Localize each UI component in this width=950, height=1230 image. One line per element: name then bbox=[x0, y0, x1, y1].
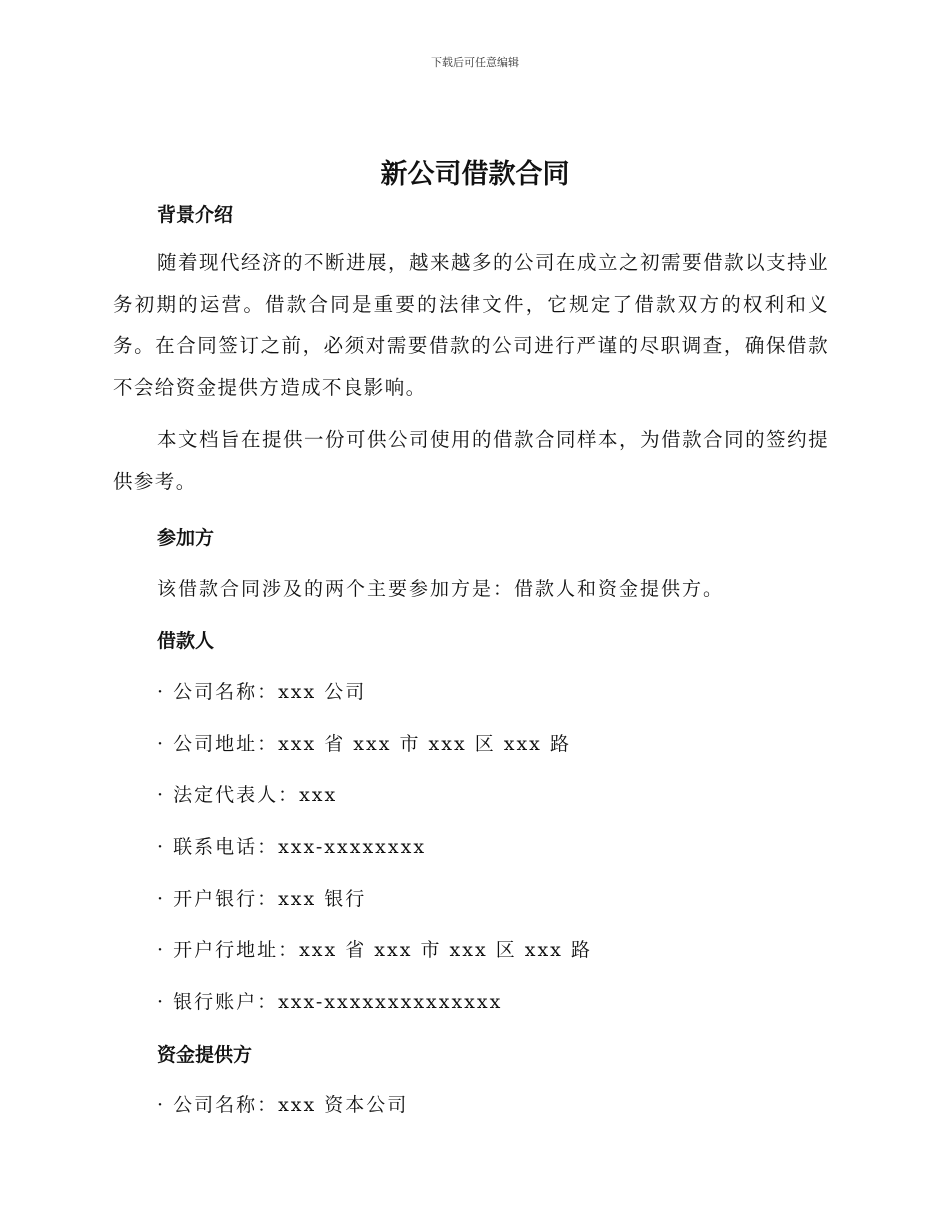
parties-text: 该借款合同涉及的两个主要参加方是：借款人和资金提供方。 bbox=[157, 578, 725, 600]
document-title: 新公司借款合同 bbox=[380, 159, 570, 190]
list-item: · 银行账户：xxx-xxxxxxxxxxxxxx bbox=[157, 991, 503, 1013]
heading-background: 背景介绍 bbox=[157, 204, 234, 226]
list-item: · 开户银行：xxx 银行 bbox=[157, 888, 367, 910]
paragraph-background-1: 随着现代经济的不断进展，越来越多的公司在成立之初需要借款以支持业务初期的运营。借款合同是重要的法律文件，它规定了借款双方的权利和义务。在合同签订之前，必须对需要借款的公司进行严谨的尽职调查，确保借款不会给资金提供方造成不良影响。 bbox=[113, 251, 829, 400]
list-item: · 联系电话：xxx-xxxxxxxx bbox=[157, 836, 427, 858]
list-item: · 公司名称：xxx 公司 bbox=[157, 681, 367, 703]
list-item: · 开户行地址：xxx 省 xxx 市 xxx 区 xxx 路 bbox=[157, 939, 592, 961]
heading-lender: 资金提供方 bbox=[157, 1044, 253, 1066]
list-item: · 法定代表人：xxx bbox=[157, 784, 338, 806]
heading-parties: 参加方 bbox=[157, 527, 215, 549]
heading-borrower: 借款人 bbox=[157, 630, 215, 652]
header-note: 下载后可任意编辑 bbox=[431, 56, 519, 69]
list-item: · 公司地址：xxx 省 xxx 市 xxx 区 xxx 路 bbox=[157, 733, 571, 755]
paragraph-background-2: 本文档旨在提供一份可供公司使用的借款合同样本，为借款合同的签约提供参考。 bbox=[113, 428, 829, 493]
list-item: · 公司名称：xxx 资本公司 bbox=[157, 1094, 409, 1116]
